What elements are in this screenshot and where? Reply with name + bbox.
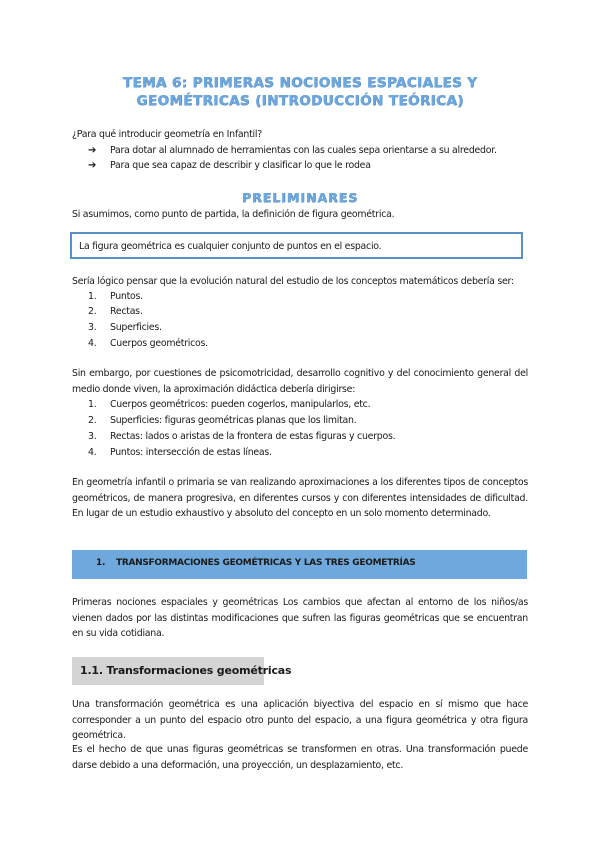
list-item: 4. Cuerpos geométricos. [88,338,208,349]
list-item: 1. Puntos. [88,291,143,302]
intro-bullet-text: Para dotar al alumnado de herramientas con las cuales sepa orientarse a su alrededor. [110,145,497,156]
embargo-paragraph: Sin embargo, por cuestiones de psicomotricidad, desarrollo cognitivo y del conocimiento general del medio donde viven, la aproximación didáctica debería dirigirse: [72,368,528,395]
section-title: TRANSFORMACIONES GEOMÉTRICAS Y LAS TRES GEOMETRÍAS [116,558,416,568]
subsection-title: 1.1. Transformaciones geométricas [80,664,292,677]
preliminares-heading: PRELIMINARES [241,190,359,205]
list-item: 3. Superficies. [88,322,162,333]
preliminares-text: Si asumimos, como punto de partida, la definición de figura geométrica. [72,209,395,220]
subsection-paragraph-1: Una transformación geométrica es una aplicación biyectiva del espacio en sí mismo que hace corresponder a un punto del espacio otro punto del espacio, a una figura geométrica y otra figura geométrica. [72,699,528,741]
subsection-1-1-heading [72,657,292,685]
section-1-heading [72,550,527,579]
intro-bullet-1 [88,144,497,157]
list-item: 1. Cuerpos geométricos: pueden cogerlos, manipularlos, etc. [88,399,371,410]
list-item: 2. Superficies: figuras geométricas planas que los limitan. [88,415,357,426]
title-line-1: TEMA 6: PRIMERAS NOCIONES ESPACIALES Y [122,75,478,91]
evolution-text: Sería lógico pensar que la evolución natural del estudio de los conceptos matemáticos debería ser: [72,276,514,287]
list-item: 4. Puntos: intersección de estas líneas. [88,447,272,458]
intro-bullet-2 [88,159,371,172]
document-title [100,74,500,110]
intro-bullet-text: Para que sea capaz de describir y clasificar lo que le rodea [110,160,371,171]
arrow-icon: ➔ [88,145,97,156]
title-line-2: GEOMÉTRICAS (INTRODUCCIÓN TEÓRICA) [136,93,464,109]
list-item: 3. Rectas: lados o aristas de la frontera de estas figuras y cuerpos. [88,431,396,442]
subsection-paragraph-2: Es el hecho de que unas figuras geométricas se transformen en otras. Una transformación puede darse debido a una deformación, una proyección, un desplazamiento, etc. [72,744,528,771]
closing-paragraph: En geometría infantil o primaria se van realizando aproximaciones a los diferentes tipos de conceptos geométricos, de manera progresiva, en diferentes cursos y con diferentes intensidades de dificultad. En lugar de un estudio exhaustivo y absoluto del concepto en un solo momento determinado. [72,477,528,519]
definition-text: La figura geométrica es cualquier conjunto de puntos en el espacio. [79,241,382,252]
list-item: 2. Rectas. [88,306,143,317]
arrow-icon: ➔ [88,160,97,171]
section-number: 1. [96,558,106,568]
section-1-paragraph: Primeras nociones espaciales y geométricas Los cambios que afectan al entorno de los niños/as vienen dados por las distintas modificaciones que sufren las figuras geométricas que se encuentran en su vida cotidiana. [72,597,528,639]
intro-question: ¿Para qué introducir geometría en Infantil? [72,129,262,140]
definition-box [70,232,523,259]
